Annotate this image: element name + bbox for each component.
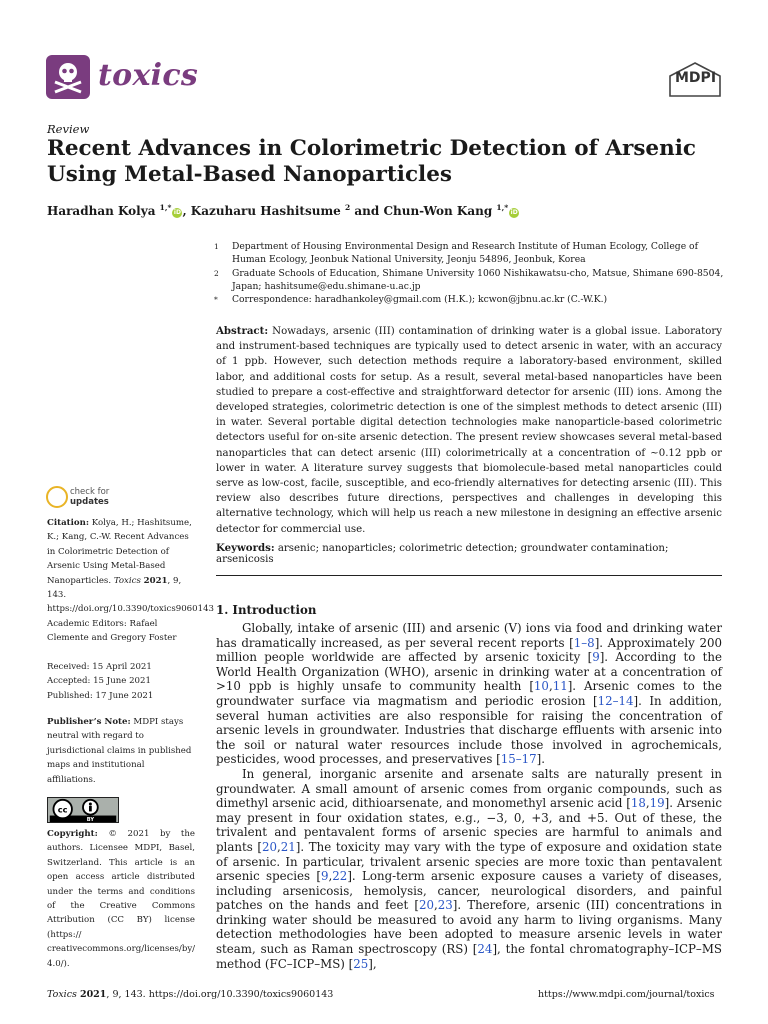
reference-link[interactable]: 11	[552, 679, 568, 694]
author-name[interactable]: Haradhan Kolya	[47, 204, 156, 218]
pubnote-text: MDPI stays neutral with regard to jurisdictional claims in published maps and institutional affiliations.	[47, 717, 192, 785]
keywords-text: arsenic; nanoparticles; colorimetric detection; groundwater contamination; arsenicosis	[216, 543, 669, 565]
footer-citation	[47, 989, 333, 1000]
text-run: ]. According to the World Health Organization (WHO), arsenic in drinking water at a concentration of >10 ppb is highly unsafe to community health [	[216, 650, 722, 694]
text-run: ]. In addition, several human activities are also responsible for raising the concentration of arsenic levels in groundwater. Industries that discharge effluents with arsenic into the soil or natural water resources include those involved in agrochemicals, pesticides, wood processes, and preservatives [	[216, 693, 722, 767]
copyright-label: Copyright:	[47, 829, 98, 839]
accepted-date: Accepted: 15 June 2021	[47, 676, 151, 687]
citation-label: Citation:	[47, 518, 90, 528]
author-affiliation-mark: 1,*	[496, 203, 509, 212]
affiliation-item	[214, 240, 724, 267]
author-separator: and	[350, 204, 384, 218]
author-list	[47, 203, 519, 218]
check-for-updates-icon[interactable]	[46, 486, 68, 508]
orcid-icon[interactable]: iD	[173, 209, 181, 216]
author-name[interactable]: Kazuharu Hashitsume	[190, 204, 341, 218]
text-run: ]. Long-term arsenic exposure causes a variety of diseases, including arsenicosis, hemolysis, cancer, neurological disorders, and painful patches on the hands and feet [	[216, 869, 722, 913]
footer-journal-url[interactable]: https://www.mdpi.com/journal/toxics	[538, 989, 715, 1000]
publisher-name[interactable]: MDPI	[675, 70, 717, 86]
text-run: ]. Arsenic comes to the groundwater surface via magmatism and periodic erosion [	[216, 679, 722, 708]
citation-year: 2021	[143, 575, 168, 586]
affiliation-number: 2	[214, 268, 219, 278]
publication-dates	[47, 660, 195, 703]
text-run: ]. The toxicity may vary with the type of exposure and oxidation state of arsenic. In particular, trivalent arsenic species are more toxic than pentavalent arsenic species [	[216, 839, 722, 884]
copyright-text: © 2021 by the authors. Licensee MDPI, Basel, Switzerland. This article is an open access article distributed under the terms and conditions of the Creative Commons Attribution (CC BY) license (https:// creativecommons.org/licenses/by/ 4.0/).	[47, 829, 196, 969]
footer-year: 2021	[79, 989, 107, 1000]
text-run: ]. Therefore, arsenic (III) concentrations in drinking water should be measured to avoid any harm to living organisms. Many detection methodologies have been adopted to measure arsenic levels in water steam, such as Raman spectroscopy (RS) [	[216, 898, 722, 957]
reference-link[interactable]: 1–8	[573, 635, 595, 650]
author-name[interactable]: Chun-Won Kang	[383, 204, 493, 218]
article-title: Recent Advances in Colorimetric Detection of Arsenic Using Metal-Based Nanoparticles	[47, 136, 696, 187]
by-label: BY	[86, 817, 95, 823]
abstract	[216, 324, 722, 537]
reference-link[interactable]: 22	[332, 869, 348, 884]
footer-doi[interactable]: , 9, 143. https://doi.org/10.3390/toxics9060143	[106, 989, 334, 1000]
body-text	[216, 621, 722, 971]
reference-link[interactable]: 23	[437, 898, 453, 913]
text-run: ,	[433, 898, 438, 913]
copyright	[47, 827, 195, 971]
footer-journal: Toxics	[47, 989, 77, 1000]
text-run: ]. Arsenic may present in four oxidation states, e.g., −3, 0, +3, and +5. Out of these, the trivalent and pentavalent forms of arsenic species are harmful to animals and plants [	[216, 796, 722, 854]
reference-link[interactable]: 19	[649, 796, 665, 811]
text-run: In general, inorganic arsenite and arsenate salts are naturally present in groundwater. A small amount of arsenic comes from organic compounds, such as dimethyl arsenic acid, dithioarsenate, and monomethyl arsenic acid [	[216, 766, 722, 811]
cc-label: cc	[57, 804, 68, 815]
reference-link[interactable]: 24	[477, 942, 493, 957]
journal-name[interactable]: toxics	[98, 58, 199, 93]
check-updates-line: check for	[70, 487, 110, 497]
affiliation-text: Graduate Schools of Education, Shimane University 1060 Nishikawatsu-cho, Matsue, Shimane 690-8504, Japan; hashitsume@edu.shimane-u.ac.jp	[232, 267, 724, 292]
reference-link[interactable]: 9	[592, 650, 600, 665]
text-run: ],	[368, 956, 377, 971]
text-run: ,	[645, 796, 650, 811]
reference-link[interactable]: 10	[533, 679, 549, 694]
citation	[47, 516, 215, 617]
text-run: ], the fontal chromatography–ICP–MS method (FC–ICP–MS) [	[216, 942, 722, 971]
journal-logo-icon	[46, 55, 90, 99]
check-updates-line: updates	[70, 497, 109, 507]
paragraph	[216, 621, 722, 767]
reference-link[interactable]: 20	[418, 898, 434, 913]
citation-journal: Toxics	[113, 575, 141, 586]
text-run: ].	[536, 752, 546, 767]
reference-link[interactable]: 25	[353, 956, 369, 971]
reference-link[interactable]: 20	[262, 839, 278, 854]
received-date: Received: 15 April 2021	[47, 662, 152, 672]
pubnote-label: Publisher’s Note:	[47, 717, 131, 727]
publishers-note	[47, 715, 195, 787]
article-type: Review	[47, 122, 90, 136]
keywords	[216, 542, 722, 565]
affiliation-item	[214, 267, 724, 294]
affiliation-number: 1	[214, 242, 219, 251]
affiliation-item	[214, 293, 724, 306]
text-run: ]. Approximately 200 million people worldwide are affected by arsenic toxicity [	[216, 635, 722, 665]
reference-link[interactable]: 18	[630, 796, 646, 811]
reference-link[interactable]: 9	[321, 869, 329, 884]
check-for-updates-label[interactable]	[70, 487, 109, 507]
section-divider	[216, 575, 722, 576]
reference-link[interactable]: 12–14	[597, 693, 634, 708]
section-heading: 1. Introduction	[216, 603, 317, 617]
citation-doi[interactable]: , 9, 143. https://doi.org/10.3390/toxics9060143	[47, 575, 215, 615]
text-run: ,	[328, 869, 333, 884]
cc-by-license-icon[interactable]	[47, 797, 119, 823]
abstract-label: Abstract:	[216, 325, 269, 337]
correspondence-text: Correspondence: haradhankoley@gmail.com (H.K.); kcwon@jbnu.ac.kr (C.-W.K.)	[232, 294, 608, 306]
text-run: ,	[277, 839, 281, 854]
affiliation-text: Department of Housing Environmental Design and Research Institute of Human Ecology, College of Human Ecology, Jeonbuk National University, Jeonju 54896, Jeonbuk, Korea	[232, 241, 698, 266]
published-date: Published: 17 June 2021	[47, 690, 154, 701]
paragraph	[216, 767, 722, 971]
affiliations	[214, 240, 724, 306]
author-separator: ,	[182, 204, 191, 218]
affiliation-number: *	[214, 295, 218, 305]
citation-text: Kolya, H.; Hashitsume, K.; Kang, C.-W. Recent Advances in Colorimetric Detection of Arsenic Using Metal-Based Nanoparticles.	[47, 518, 192, 586]
author-affiliation-mark: 2	[344, 203, 351, 212]
author-affiliation-mark: 1,*	[159, 203, 172, 212]
academic-editors: Academic Editors: Rafael Clemente and Gregory Foster	[47, 619, 177, 644]
orcid-icon[interactable]: iD	[510, 209, 518, 216]
abstract-text: Nowadays, arsenic (III) contamination of drinking water is a global issue. Laboratory and instrument-based techniques are typically used to detect arsenic in water, with an accuracy of 1 ppb. However, such detection methods require a laboratory-based environment, skilled labor, and additional costs for setup. As a result, several metal-based nanoparticles have been studied to prepare a cost-effective and straightforward detector for arsenic (III) ions. Among the developed strategies, colorimetric detection is one of the simplest methods to detect arsenic (III) in water. Several portable digital detection technologies make nanoparticle-based colorimetric detectors useful for on-site arsenic detection. The present review showcases several metal-based nanoparticles that can detect arsenic (III) colorimetrically at a concentration of ~0.12 ppb or lower in water. A literature survey suggests that biomolecule-based metal nanoparticles could serve as low-cost, facile, susceptible, and eco-friendly alternatives for detecting arsenic (III). This review also describes future directions, perspectives and challenges in developing this alternative technology, which will help us reach a new milestone in designing an effective arsenic detector for commercial use.	[216, 326, 722, 535]
reference-link[interactable]: 15–17	[500, 752, 537, 767]
text-run: ,	[548, 679, 553, 694]
keywords-label: Keywords:	[216, 542, 275, 554]
text-run: Globally, intake of arsenic (III) and arsenic (V) ions via food and drinking water has dramatically increased, as per several recent reports [	[216, 621, 722, 650]
reference-link[interactable]: 21	[280, 839, 296, 854]
